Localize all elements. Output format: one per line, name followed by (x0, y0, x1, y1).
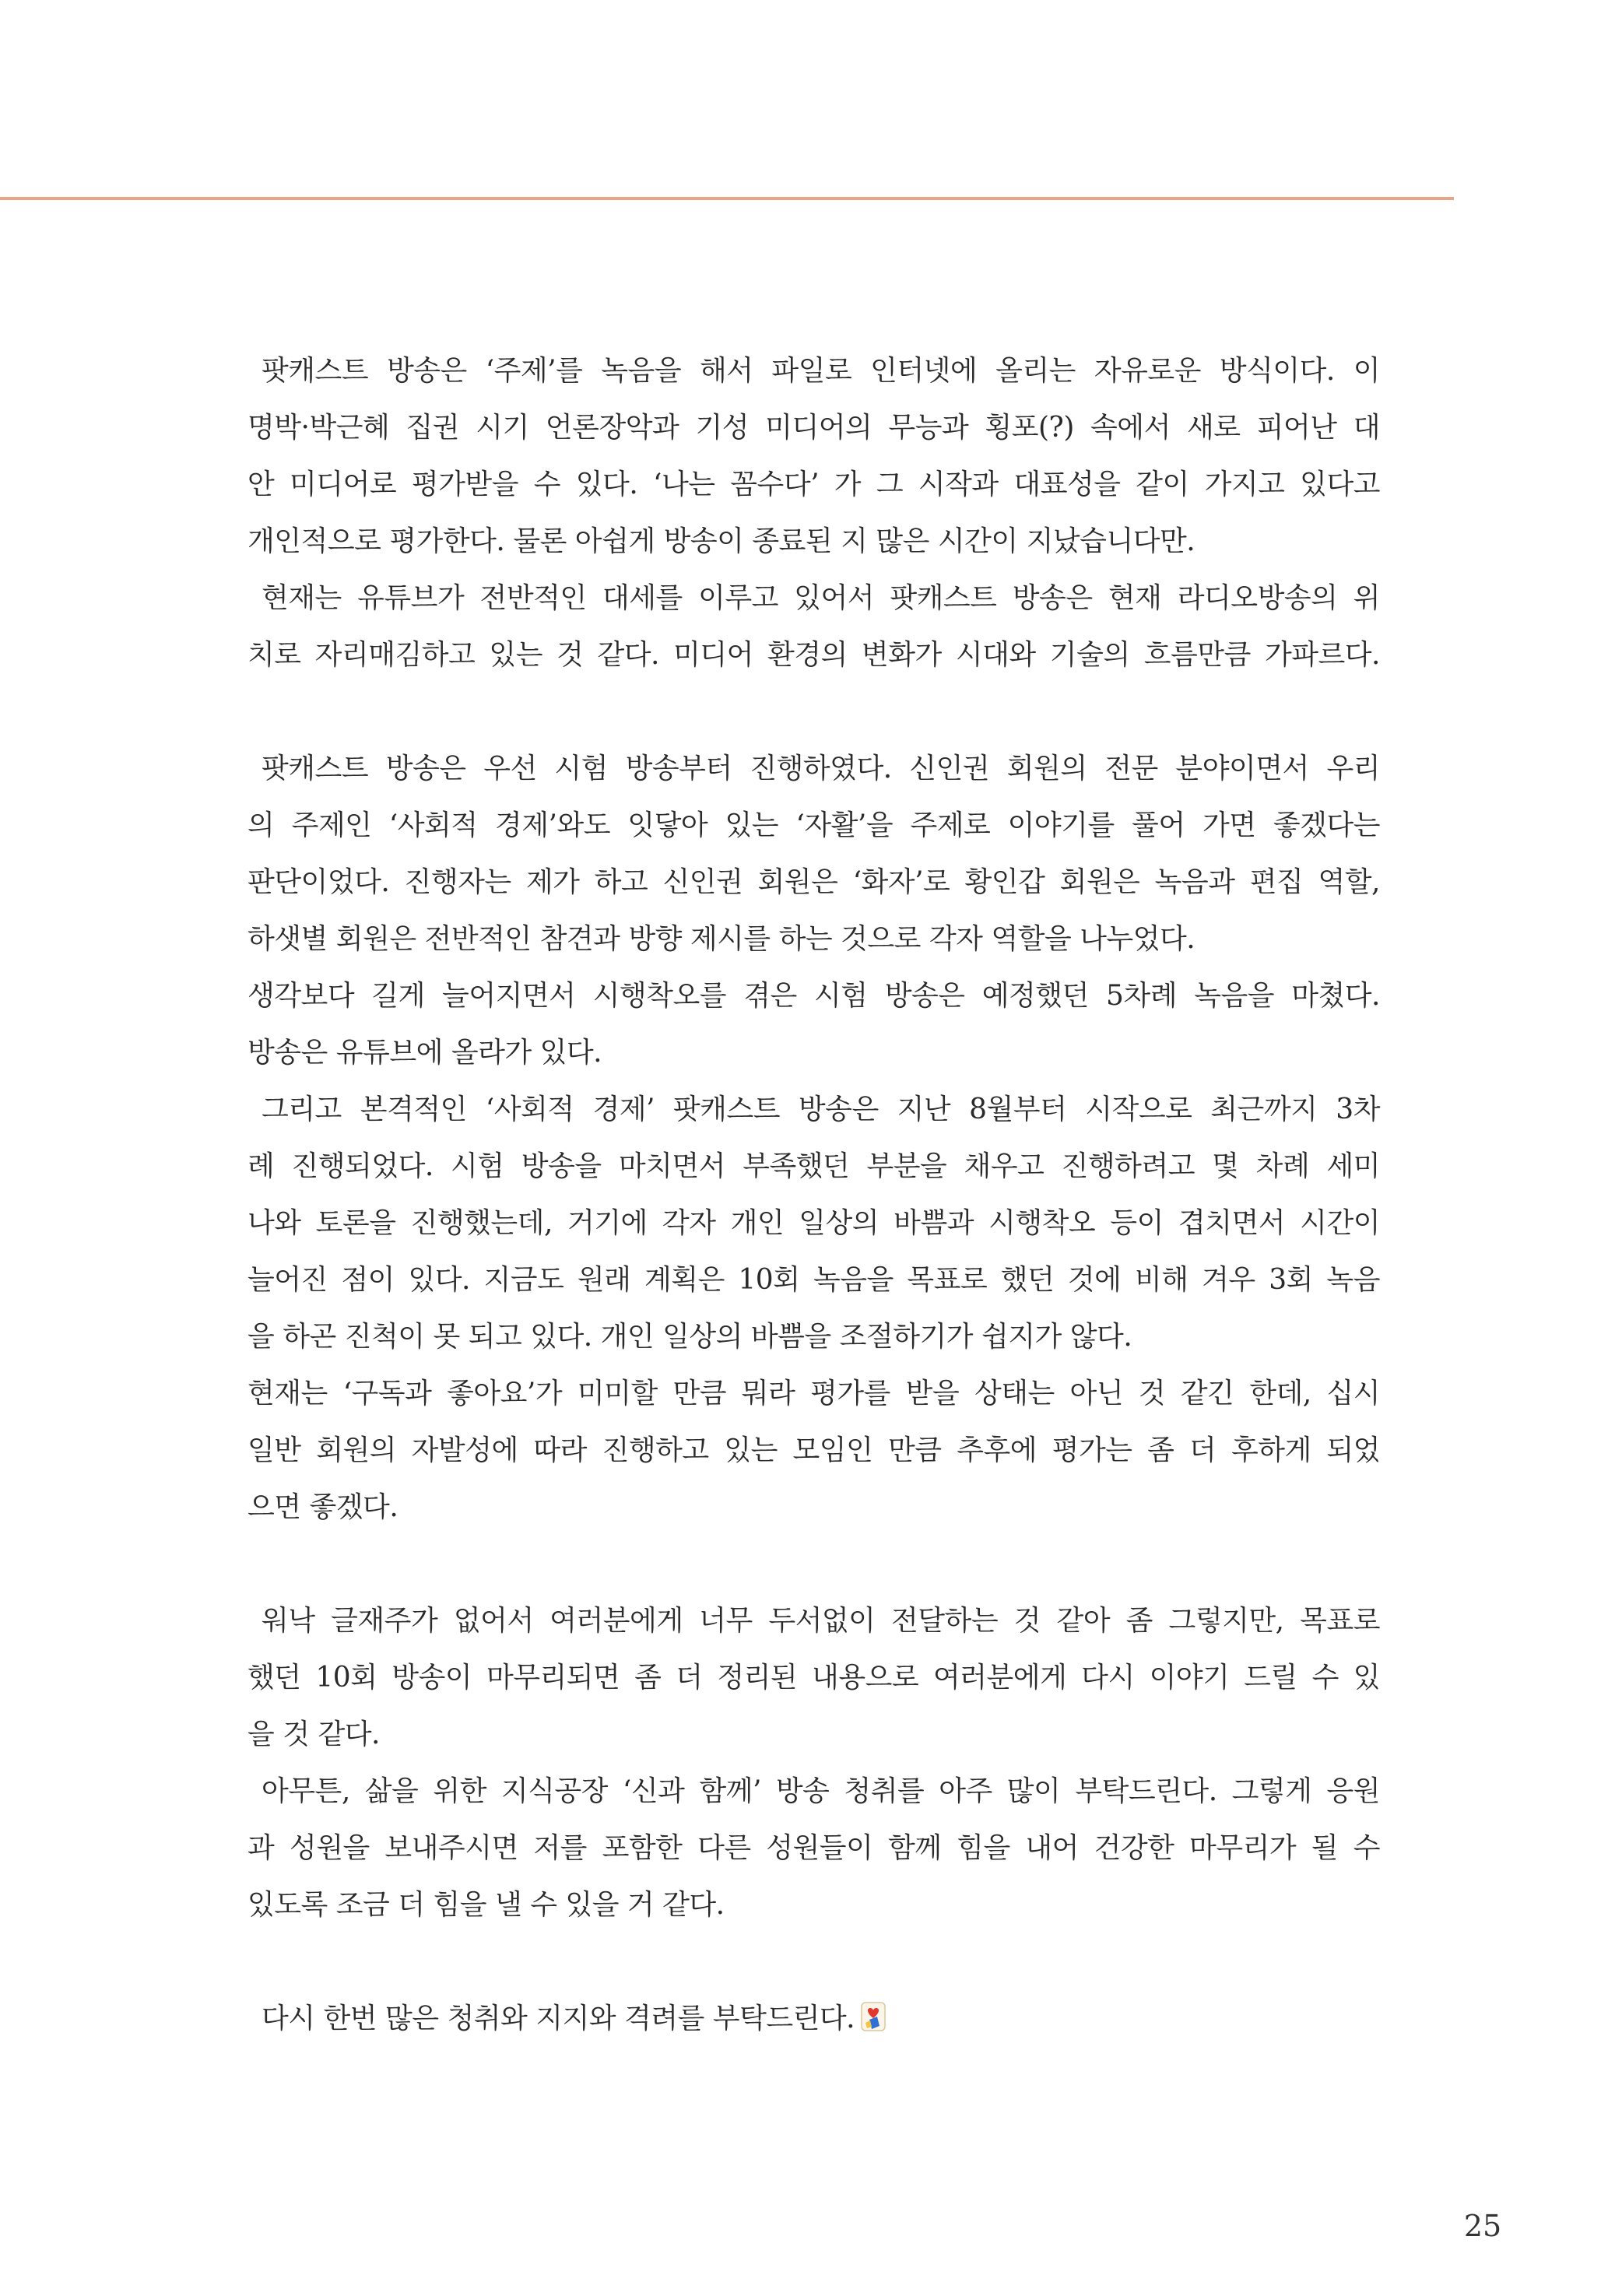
text-line: 으면 좋겠다. (248, 1491, 398, 1523)
text-line: 을 하곤 진척이 못 되고 있다. 개인 일상의 바쁨을 조절하기가 쉽지가 않다. (248, 1321, 1132, 1353)
text-line: 현재는 ‘구독과 좋아요’가 미미할 만큼 뭐라 평가를 받을 상태는 아닌 것 같긴 한데, 십시 (248, 1378, 1380, 1410)
text-line: 판단이었다. 진행자는 제가 하고 신인권 회원은 ‘화자’로 황인갑 회원은 녹음과 편집 역할, (248, 866, 1380, 898)
text-line: 방송은 유튜브에 올라가 있다. (248, 1037, 602, 1069)
text-line: 과 성원을 보내주시면 저를 포함한 다른 성원들이 함께 힘을 내어 건강한 마무리가 될 수 (248, 1832, 1380, 1864)
heart-sticker-icon (859, 1996, 889, 2031)
text-line: 했던 10회 방송이 마무리되면 좀 더 정리된 내용으로 여러분에게 다시 이야기 드릴 수 있 (248, 1662, 1380, 1694)
article-body (248, 342, 1380, 2047)
text-line: 하샛별 회원은 전반적인 참견과 방향 제시를 하는 것으로 각자 역할을 나누었다. (248, 923, 1195, 955)
text-line: 생각보다 길게 늘어지면서 시행착오를 겪은 시험 방송은 예정했던 5차례 녹음을 마쳤다. (248, 980, 1380, 1012)
header-rule (0, 197, 1454, 200)
text-line: 명박·박근혜 집권 시기 언론장악과 기성 미디어의 무능과 횡포(?) 속에서 새로 피어난 대 (248, 412, 1380, 444)
text-line: 의 주제인 ‘사회적 경제’와도 잇닿아 있는 ‘자활’을 주제로 이야기를 풀어 가면 좋겠다는 (248, 809, 1380, 841)
text-line: 워낙 글재주가 없어서 여러분에게 너무 두서없이 전달하는 것 같아 좀 그렇지만, 목표로 (262, 1605, 1380, 1637)
text-line: 다시 한번 많은 청취와 지지와 격려를 부탁드린다. (262, 2003, 855, 2034)
page-number: 25 (1463, 2209, 1502, 2243)
closing-line (248, 1990, 1380, 2047)
text-line: 있도록 조금 더 힘을 낼 수 있을 거 같다. (248, 1889, 725, 1921)
text-line: 례 진행되었다. 시험 방송을 마치면서 부족했던 부분을 채우고 진행하려고 몇 차례 세미 (248, 1150, 1380, 1182)
text-line: 나와 토론을 진행했는데, 거기에 각자 개인 일상의 바쁨과 시행착오 등이 겹치면서 시간이 (248, 1207, 1380, 1239)
text-line: 아무튼, 삶을 위한 지식공장 ‘신과 함께’ 방송 청취를 아주 많이 부탁드린다. 그렇게 응원 (262, 1775, 1380, 1807)
text-line: 팟캐스트 방송은 우선 시험 방송부터 진행하였다. 신인권 회원의 전문 분야이면서 우리 (262, 753, 1380, 785)
text-line: 팟캐스트 방송은 ‘주제’를 녹음을 해서 파일로 인터넷에 올리는 자유로운 방식이다. 이 (262, 355, 1380, 387)
text-line: 안 미디어로 평가받을 수 있다. ‘나는 꼼수다’ 가 그 시작과 대표성을 같이 가지고 있다고 (248, 469, 1380, 500)
text-line: 일반 회원의 자발성에 따라 진행하고 있는 모임인 만큼 추후에 평가는 좀 더 후하게 되었 (248, 1434, 1380, 1466)
text-line: 늘어진 점이 있다. 지금도 원래 계획은 10회 녹음을 목표로 했던 것에 비해 겨우 3회 녹음 (248, 1264, 1380, 1296)
text-line: 개인적으로 평가한다. 물론 아쉽게 방송이 종료된 지 많은 시간이 지났습니다만. (248, 525, 1195, 557)
text-line: 그리고 본격적인 ‘사회적 경제’ 팟캐스트 방송은 지난 8월부터 시작으로 최근까지 3차 (262, 1094, 1380, 1125)
text-line: 현재는 유튜브가 전반적인 대세를 이루고 있어서 팟캐스트 방송은 현재 라디오방송의 위 (262, 582, 1380, 614)
text-line: 치로 자리매김하고 있는 것 같다. 미디어 환경의 변화가 시대와 기술의 흐름만큼 가파르다. (248, 639, 1380, 671)
text-line: 을 것 같다. (248, 1718, 380, 1750)
